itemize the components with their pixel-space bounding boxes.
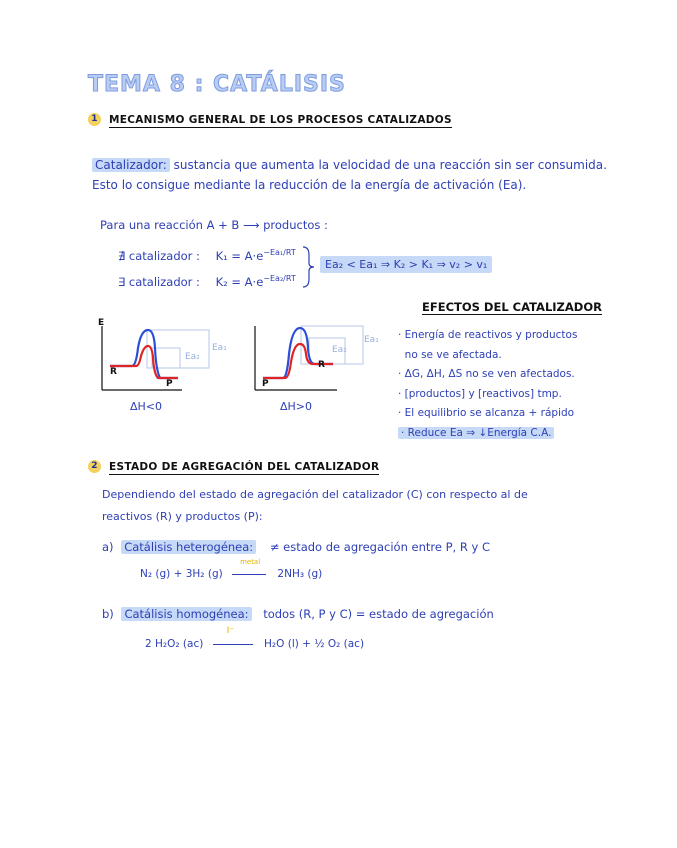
- reaction-arrow-icon: [213, 644, 253, 645]
- item-a-label: a): [102, 540, 114, 554]
- effect-item-highlight: · Reduce Ea ⇒ ↓Energía C.A.: [398, 427, 554, 439]
- graph1-p-label: P: [166, 379, 173, 389]
- graph1-ea1-label: Ea₁: [212, 343, 227, 353]
- graph2-p-label: P: [262, 379, 269, 389]
- catalyst-exponent: −Ea₂/RT: [263, 274, 296, 283]
- catalyst-line: [118, 274, 296, 289]
- definition-term: Catalizador:: [92, 158, 170, 172]
- item-b-arrow: [213, 626, 255, 650]
- reaction-arrow-icon: [232, 574, 266, 575]
- item-a-products: 2NH₃ (g): [277, 568, 323, 580]
- section-2-intro-2: reactivos (R) y productos (P):: [102, 510, 263, 523]
- item-a: [102, 540, 490, 554]
- item-b-label: b): [102, 607, 114, 621]
- effect-item: · ΔG, ΔH, ΔS no se ven afectados.: [398, 368, 575, 380]
- energy-diagram-exothermic: [92, 318, 222, 400]
- section-2-number: 2: [88, 460, 101, 473]
- section-2-intro-1: Dependiendo del estado de agregación del catalizador (C) con respecto al de: [102, 488, 528, 501]
- item-a-term: Catálisis heterogénea:: [121, 540, 256, 554]
- graph2-ea2-label: Ea₂: [332, 345, 347, 355]
- item-b-term: Catálisis homogénea:: [121, 607, 251, 621]
- brace-icon: [300, 245, 316, 289]
- item-a-catalyst: metal: [240, 558, 261, 566]
- conclusion-text: Ea₂ < Ea₁ ⇒ K₂ > K₁ ⇒ v₂ > v₁: [320, 256, 492, 273]
- section-1-heading: [88, 113, 452, 126]
- uncatalyzed-curve: [263, 328, 333, 378]
- effects-title: EFECTOS DEL CATALIZADOR: [422, 300, 602, 314]
- graph1-ea2-label: Ea₂: [185, 352, 200, 362]
- item-b-text: todos (R, P y C) = estado de agregación: [263, 607, 494, 621]
- page-title: TEMA 8 : CATÁLISIS: [88, 72, 346, 97]
- item-a-text: ≠ estado de agregación entre P, R y C: [269, 540, 490, 554]
- graph1-e-label: E: [98, 318, 105, 328]
- conclusion: [320, 258, 492, 271]
- definition-text-1: sustancia que aumenta la velocidad de una reacción sin ser consumida.: [173, 158, 607, 172]
- effect-item: no se ve afectada.: [398, 348, 502, 361]
- section-2-heading: [88, 460, 379, 473]
- graph1-dh-label: ΔH<0: [130, 400, 163, 413]
- item-b-catalyst: I⁻: [226, 626, 235, 636]
- effects-list: [398, 326, 577, 443]
- item-a-reactants: N₂ (g) + 3H₂ (g): [140, 568, 223, 580]
- uncatalyzed-curve: [110, 330, 178, 378]
- no-catalyst-exponent: −Ea₁/RT: [263, 248, 296, 257]
- section-1-title: MECANISMO GENERAL DE LOS PROCESOS CATALIZADOS: [109, 113, 452, 126]
- item-a-reaction: [140, 558, 323, 580]
- reaction-intro: Para una reacción A + B ⟶ productos :: [100, 218, 328, 232]
- graph1-r-label: R: [110, 367, 117, 377]
- section-1-number: 1: [88, 113, 101, 126]
- catalyzed-curve: [110, 346, 178, 378]
- effect-item: · El equilibrio se alcanza + rápido: [398, 407, 575, 419]
- item-b-reactants: 2 H₂O₂ (ac): [145, 638, 204, 650]
- item-b-reaction: [145, 626, 365, 650]
- item-b-products: H₂O (l) + ½ O₂ (ac): [264, 638, 365, 650]
- definition-line-1: [92, 158, 607, 172]
- item-a-arrow: [232, 558, 268, 580]
- no-catalyst-formula: K₁ = A·e: [215, 248, 264, 263]
- no-catalyst-line: [118, 248, 296, 263]
- effect-item: · Energía de reactivos y productos: [398, 329, 578, 341]
- catalyst-formula: K₂ = A·e: [215, 274, 264, 289]
- definition-text-2: Esto lo consigue mediante la reducción de la energía de activación (Ea).: [92, 178, 527, 192]
- graph2-r-label: R: [318, 360, 325, 370]
- effect-item: · [productos] y [reactivos] tmp.: [398, 387, 562, 400]
- no-catalyst-label: ∄ catalizador :: [118, 248, 200, 263]
- item-b: [102, 607, 494, 621]
- graph2-ea1-label: Ea₁: [364, 335, 379, 345]
- graph2-dh-label: ΔH>0: [280, 400, 313, 413]
- effect-item: [398, 424, 577, 444]
- section-2-title: ESTADO DE AGREGACIÓN DEL CATALIZADOR: [109, 460, 380, 473]
- catalyst-label: ∃ catalizador :: [118, 274, 200, 289]
